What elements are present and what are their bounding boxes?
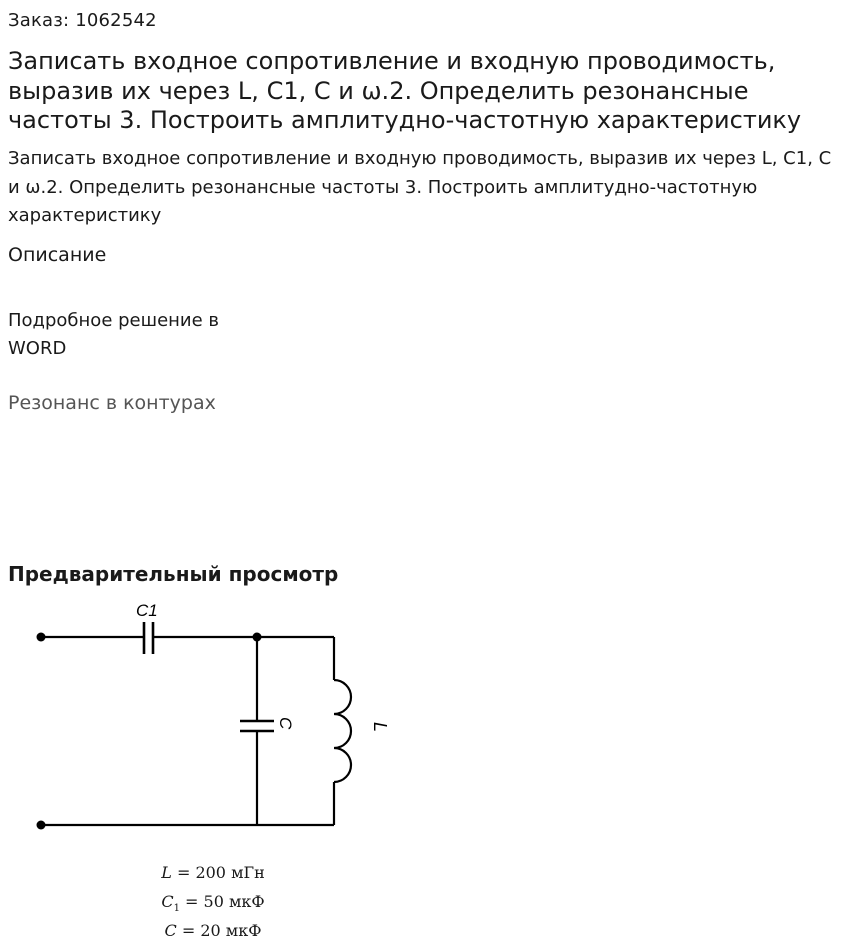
label-l: L: [370, 722, 390, 733]
terminal-top: [37, 633, 46, 642]
label-c: C: [276, 717, 295, 730]
circuit-diagram: [0, 596, 420, 846]
label-c1: C1: [136, 601, 158, 620]
page-title: Записать входное сопротивление и входную проводимость, выразив их через L, С1, С и ω.2. Определить резонансные частоты 3. Построить амплитудно-частотную характеристику: [8, 47, 802, 134]
circuit-parameters: [148, 862, 278, 950]
category-link[interactable]: Резонанс в контурах: [8, 392, 216, 414]
param-c1: $C_1 = 50$ мкФ: [161, 892, 265, 915]
node-junction: [253, 633, 262, 642]
param-l: L = 200 мГн: [161, 863, 265, 882]
param-c: C = 20 мкФ: [164, 921, 262, 941]
inductor-l-coil: [334, 680, 351, 782]
description-section-label: Описание: [8, 244, 107, 266]
task-description: Записать входное сопротивление и входную проводимость, выразив их через L, С1, С и ω.2. Определить резонансные частоты 3. Построить амплитудно-частотную характеристику: [8, 148, 832, 226]
terminal-bottom: [37, 821, 46, 830]
solution-text: Подробное решение в WORD: [8, 310, 220, 359]
order-number: Заказ: 1062542: [8, 10, 157, 31]
preview-heading: Предварительный просмотр: [8, 562, 339, 586]
